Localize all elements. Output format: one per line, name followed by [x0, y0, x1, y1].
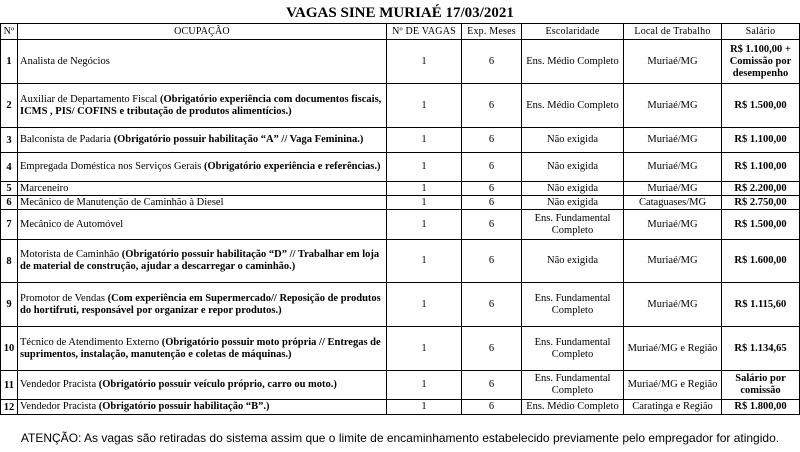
- row-local: Muriaé/MG e Região: [624, 327, 722, 371]
- occupation-title: Mecânico de Automóvel: [20, 218, 124, 230]
- table-row: [1, 371, 800, 400]
- row-salario: R$ 1.800,00: [722, 400, 800, 415]
- occupation-requirements: (Obrigatório possuir habilitação “A” // Vaga Feminina.): [113, 134, 364, 145]
- occupation-title: Empregada Doméstica nos Serviços Gerais: [20, 161, 202, 172]
- row-escolaridade: Ens. Médio Completo: [522, 400, 624, 415]
- row-ocupacao: [18, 196, 387, 210]
- occupation-title: Balconista de Padaria: [20, 134, 111, 145]
- table-row: [1, 153, 800, 182]
- row-num: 3: [1, 128, 18, 153]
- occupation-requirements: (Obrigatório possuir veículo próprio, carro ou moto.): [98, 379, 337, 390]
- row-num: 7: [1, 210, 18, 240]
- row-vagas: 1: [387, 153, 462, 182]
- row-ocupacao: [18, 240, 387, 283]
- row-num: 2: [1, 84, 18, 128]
- row-escolaridade: Ens. Médio Completo: [522, 84, 624, 128]
- header-ocupacao: OCUPAÇÃO: [18, 24, 387, 40]
- row-exp: 6: [462, 371, 522, 400]
- row-ocupacao: [18, 210, 387, 240]
- row-escolaridade: Ens. Fundamental Completo: [522, 327, 624, 371]
- row-local: Muriaé/MG: [624, 283, 722, 327]
- row-local: Muriaé/MG: [624, 128, 722, 153]
- header-num: Nº: [1, 24, 18, 40]
- row-vagas: 1: [387, 327, 462, 371]
- row-vagas: 1: [387, 240, 462, 283]
- row-salario: R$ 1.100,00: [722, 153, 800, 182]
- job-vacancies-table: [0, 23, 800, 415]
- occupation-title: Auxiliar de Departamento Fiscal: [20, 93, 158, 105]
- row-local: Muriaé/MG: [624, 84, 722, 128]
- row-escolaridade: Ens. Fundamental Completo: [522, 283, 624, 327]
- row-vagas: 1: [387, 371, 462, 400]
- row-local: Muriaé/MG: [624, 240, 722, 283]
- row-local: Muriaé/MG: [624, 153, 722, 182]
- row-ocupacao: [18, 371, 387, 400]
- row-local: Muriaé/MG: [624, 210, 722, 240]
- table-row: [1, 240, 800, 283]
- row-exp: 6: [462, 327, 522, 371]
- row-ocupacao: [18, 84, 387, 128]
- row-salario: R$ 1.115,60: [722, 283, 800, 327]
- occupation-title: Vendedor Pracista: [20, 401, 97, 412]
- row-exp: 6: [462, 84, 522, 128]
- occupation-title: Vendedor Pracista: [20, 379, 97, 390]
- row-vagas: 1: [387, 400, 462, 415]
- row-vagas: 1: [387, 196, 462, 210]
- occupation-title: Analista de Negócios: [20, 55, 110, 67]
- row-num: 4: [1, 153, 18, 182]
- row-exp: 6: [462, 240, 522, 283]
- row-ocupacao: [18, 400, 387, 415]
- page-title: VAGAS SINE MURIAÉ 17/03/2021: [286, 5, 514, 21]
- occupation-title: Motorista de Caminhão: [20, 249, 120, 260]
- row-salario: R$ 1.134,65: [722, 327, 800, 371]
- row-num: 5: [1, 182, 18, 196]
- occupation-requirements: (Obrigatório possuir moto própria // Entregas de suprimentos, instalação, manutenção e coletas de máquinas.): [20, 336, 381, 360]
- row-salario: R$ 1.500,00: [722, 84, 800, 128]
- header-escolaridade: Escolaridade: [522, 24, 624, 40]
- row-exp: 6: [462, 196, 522, 210]
- table-header-row: [1, 24, 800, 40]
- occupation-requirements: (Obrigatório experiência e referências.): [204, 161, 381, 172]
- table-row: [1, 283, 800, 327]
- row-exp: 6: [462, 153, 522, 182]
- row-exp: 6: [462, 128, 522, 153]
- row-vagas: 1: [387, 210, 462, 240]
- row-escolaridade: Não exigida: [522, 153, 624, 182]
- occupation-title: Promotor de Vendas: [20, 292, 105, 304]
- row-escolaridade: Ens. Médio Completo: [522, 40, 624, 84]
- occupation-requirements: (Com experiência em Supermercado// Reposição de produtos do hortifruti, responsável por organizar e repor produtos.): [20, 292, 381, 316]
- row-vagas: 1: [387, 283, 462, 327]
- table-row: [1, 182, 800, 196]
- occupation-requirements: (Obrigatório possuir habilitação “B”.): [98, 401, 270, 412]
- row-salario: R$ 1.100,00 + Comissão por desempenho: [722, 40, 800, 84]
- row-salario: R$ 1.600,00: [722, 240, 800, 283]
- row-ocupacao: [18, 128, 387, 153]
- row-salario: Salário por comissão: [722, 371, 800, 400]
- row-exp: 6: [462, 283, 522, 327]
- row-salario: R$ 1.100,00: [722, 128, 800, 153]
- table-row: [1, 327, 800, 371]
- occupation-title: Mecânico de Manutenção de Caminhão à Diesel: [20, 196, 224, 208]
- row-ocupacao: [18, 40, 387, 84]
- row-local: Muriaé/MG: [624, 182, 722, 196]
- row-salario: R$ 1.500,00: [722, 210, 800, 240]
- header-salario: Salário: [722, 24, 800, 40]
- row-vagas: 1: [387, 40, 462, 84]
- table-row: [1, 196, 800, 210]
- row-exp: 6: [462, 210, 522, 240]
- row-vagas: 1: [387, 128, 462, 153]
- row-local: Cataguases/MG: [624, 196, 722, 210]
- row-local: Muriaé/MG: [624, 40, 722, 84]
- row-vagas: 1: [387, 182, 462, 196]
- header-exp: Exp. Meses: [462, 24, 522, 40]
- row-num: 11: [1, 371, 18, 400]
- header-vagas: Nº DE VAGAS: [387, 24, 462, 40]
- row-escolaridade: Ens. Fundamental Completo: [522, 210, 624, 240]
- row-escolaridade: Não exigida: [522, 128, 624, 153]
- occupation-title: Marceneiro: [20, 182, 69, 194]
- attention-note: ATENÇÃO: As vagas são retiradas do sistema assim que o limite de encaminhamento estabelecido previamente pelo empregador for atingido.: [20, 431, 780, 445]
- row-num: 9: [1, 283, 18, 327]
- table-row: [1, 400, 800, 415]
- table-row: [1, 128, 800, 153]
- row-exp: 6: [462, 400, 522, 415]
- row-ocupacao: [18, 327, 387, 371]
- row-vagas: 1: [387, 84, 462, 128]
- row-ocupacao: [18, 153, 387, 182]
- row-num: 12: [1, 400, 18, 415]
- row-local: Caratinga e Região: [624, 400, 722, 415]
- table-row: [1, 40, 800, 84]
- row-num: 8: [1, 240, 18, 283]
- row-exp: 6: [462, 182, 522, 196]
- row-num: 6: [1, 196, 18, 210]
- row-exp: 6: [462, 40, 522, 84]
- row-num: 10: [1, 327, 18, 371]
- row-salario: R$ 2.750,00: [722, 196, 800, 210]
- row-ocupacao: [18, 283, 387, 327]
- row-ocupacao: [18, 182, 387, 196]
- occupation-requirements: (Obrigatório possuir habilitação “D” // Trabalhar em loja de material de construção, ajudar a descarregar o caminhão.): [20, 249, 380, 272]
- row-salario: R$ 2.200,00: [722, 182, 800, 196]
- row-local: Muriaé/MG e Região: [624, 371, 722, 400]
- table-row: [1, 84, 800, 128]
- row-num: 1: [1, 40, 18, 84]
- occupation-requirements: (Obrigatório experiência com documentos fiscais, ICMS , PIS/ COFINS e tributação de produtos alimentícios.): [20, 93, 382, 117]
- row-escolaridade: Não exigida: [522, 182, 624, 196]
- row-escolaridade: Ens. Fundamental Completo: [522, 371, 624, 400]
- occupation-title: Técnico de Atendimento Externo: [20, 336, 160, 348]
- row-escolaridade: Não exigida: [522, 240, 624, 283]
- row-escolaridade: Não exigida: [522, 196, 624, 210]
- header-local: Local de Trabalho: [624, 24, 722, 40]
- table-row: [1, 210, 800, 240]
